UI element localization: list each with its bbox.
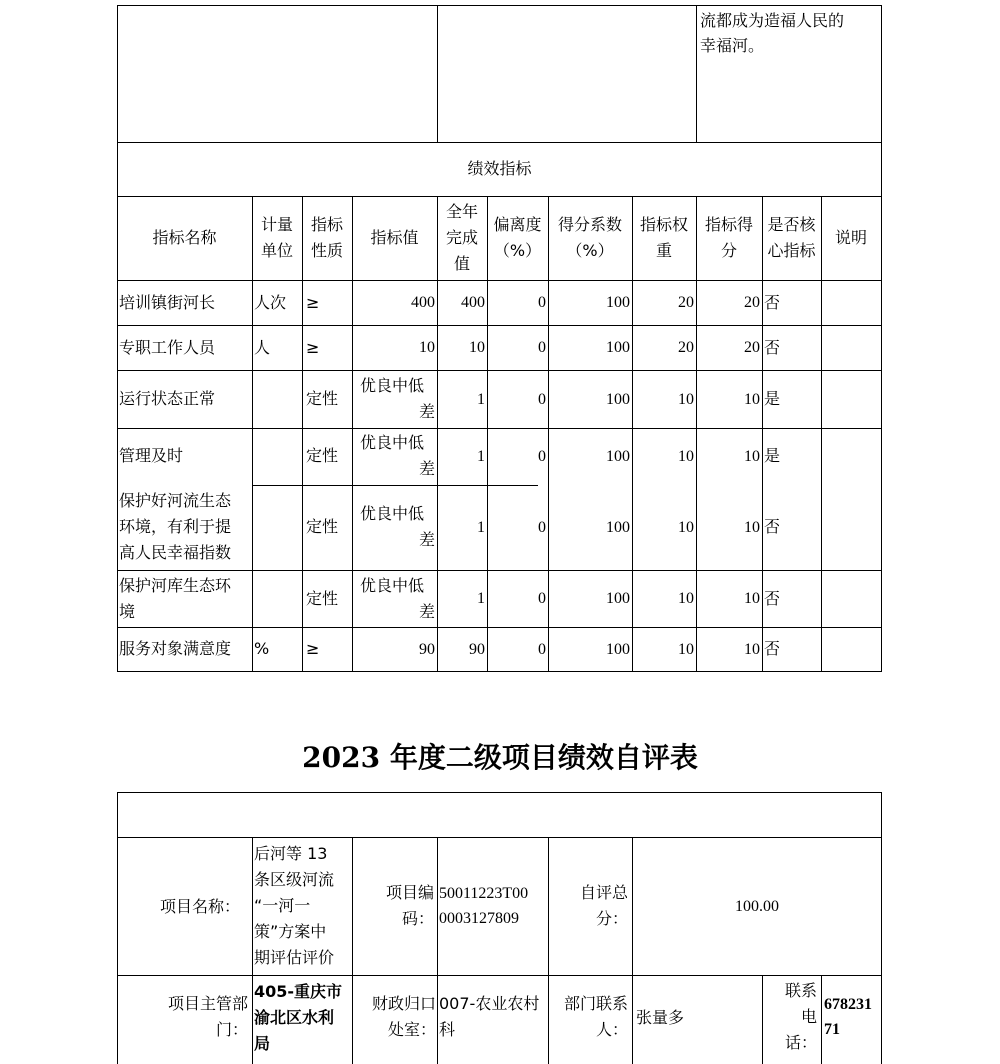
row-annual: 1 bbox=[477, 590, 485, 607]
row-name: 运行状态正常 bbox=[119, 389, 216, 408]
dept-value-3: 局 bbox=[254, 1034, 271, 1053]
row-score: 10 bbox=[744, 519, 760, 536]
col-header-weight-2: 重 bbox=[655, 241, 672, 260]
row-coef: 100 bbox=[606, 294, 630, 311]
row-name-line3: 高人民幸福指数 bbox=[119, 543, 232, 562]
row-core: 是 bbox=[764, 446, 781, 465]
col-header-score-1: 指标得 bbox=[704, 215, 753, 234]
contact-label-2: 人： bbox=[595, 1020, 628, 1039]
row-name: 专职工作人员 bbox=[119, 338, 216, 357]
row-core: 是 bbox=[764, 389, 781, 408]
row-weight: 10 bbox=[678, 391, 694, 408]
row-coef: 100 bbox=[606, 391, 630, 408]
row-score: 10 bbox=[744, 641, 760, 658]
row-deviation: 0 bbox=[538, 641, 546, 658]
row-deviation: 0 bbox=[538, 590, 546, 607]
row-nature: 定性 bbox=[306, 446, 339, 465]
row-unit: 人次 bbox=[254, 293, 287, 312]
row-core: 否 bbox=[764, 589, 781, 608]
row-annual: 1 bbox=[477, 391, 485, 408]
continuation-text-line1: 流都成为造福人民的 bbox=[700, 11, 845, 30]
col-header-nature-1: 指标 bbox=[310, 215, 343, 234]
page-title: 2023 年度二级项目绩效自评表 bbox=[302, 741, 698, 774]
col-header-score-2: 分 bbox=[720, 241, 737, 260]
col-header-coef-2: （%） bbox=[566, 241, 614, 260]
row-nature: 定性 bbox=[306, 589, 339, 608]
dept-label-2: 门： bbox=[215, 1020, 248, 1039]
finance-label-2: 处室： bbox=[387, 1020, 436, 1039]
row-deviation: 0 bbox=[538, 294, 546, 311]
project-code-value-2: 0003127809 bbox=[439, 910, 519, 927]
col-header-nature-2: 性质 bbox=[310, 241, 343, 260]
finance-value-2: 科 bbox=[439, 1020, 456, 1039]
col-header-coef-1: 得分系数 bbox=[557, 215, 622, 234]
row-weight: 10 bbox=[678, 519, 694, 536]
row-unit: 人 bbox=[254, 338, 271, 357]
dept-value-1: 405-重庆市 bbox=[254, 982, 343, 1001]
project-name-label: 项目名称： bbox=[159, 897, 240, 916]
row-unit: % bbox=[254, 639, 270, 658]
row-nature: 定性 bbox=[306, 517, 339, 536]
row-name-line2: 环境，有利于提 bbox=[119, 517, 232, 536]
row-deviation: 0 bbox=[538, 339, 546, 356]
row-coef: 100 bbox=[606, 519, 630, 536]
row-core: 否 bbox=[764, 639, 781, 658]
project-code-label-1: 项目编 bbox=[385, 883, 434, 902]
dept-value-2: 渝北区水利 bbox=[254, 1008, 335, 1027]
row-deviation: 0 bbox=[538, 519, 546, 536]
col-header-annual-3: 值 bbox=[453, 254, 470, 273]
row-coef: 100 bbox=[606, 448, 630, 465]
row-weight: 20 bbox=[678, 294, 694, 311]
self-score-label-2: 分： bbox=[595, 909, 628, 928]
row-core: 否 bbox=[764, 517, 781, 536]
project-name-value-2: 条区级河流 bbox=[254, 870, 335, 889]
row-score: 10 bbox=[744, 391, 760, 408]
row-value: 10 bbox=[419, 339, 435, 356]
row-value-line1: 优良中低 bbox=[360, 576, 425, 595]
row-deviation: 0 bbox=[538, 391, 546, 408]
col-header-annual-2: 完成 bbox=[445, 228, 478, 247]
row-value-line1: 优良中低 bbox=[360, 504, 425, 523]
self-score-value: 100.00 bbox=[735, 898, 779, 915]
row-coef: 100 bbox=[606, 339, 630, 356]
row-coef: 100 bbox=[606, 590, 630, 607]
row-annual: 90 bbox=[469, 641, 485, 658]
dept-label-1: 项目主管部 bbox=[167, 994, 248, 1013]
row-value-line2: 差 bbox=[418, 602, 435, 621]
row-value-line1: 优良中低 bbox=[360, 376, 425, 395]
row-weight: 10 bbox=[678, 448, 694, 465]
project-name-value-5: 期评估评价 bbox=[254, 948, 335, 967]
phone-value-1: 678231 bbox=[824, 996, 872, 1013]
contact-value: 张量多 bbox=[636, 1008, 685, 1027]
row-name: 服务对象满意度 bbox=[119, 639, 232, 658]
row-core: 否 bbox=[764, 293, 781, 312]
row-value-line1: 优良中低 bbox=[360, 433, 425, 452]
row-deviation: 0 bbox=[538, 448, 546, 465]
row-coef: 100 bbox=[606, 641, 630, 658]
col-header-core-2: 心指标 bbox=[767, 241, 816, 260]
row-name: 管理及时 bbox=[119, 446, 184, 465]
col-header-annual-1: 全年 bbox=[445, 202, 478, 221]
project-code-value-1: 50011223T00 bbox=[439, 885, 529, 902]
row-score: 10 bbox=[744, 590, 760, 607]
col-header-name: 指标名称 bbox=[152, 228, 217, 247]
row-core: 否 bbox=[764, 338, 781, 357]
project-name-value-3: “一河一 bbox=[254, 896, 311, 915]
row-annual: 400 bbox=[461, 294, 485, 311]
col-header-weight-1: 指标权 bbox=[639, 215, 688, 234]
row-nature: ≥ bbox=[306, 639, 320, 658]
project-name-value-4: 策”方案中 bbox=[254, 922, 327, 941]
row-score: 20 bbox=[744, 339, 760, 356]
row-weight: 10 bbox=[678, 641, 694, 658]
col-header-unit-2: 单位 bbox=[260, 241, 293, 260]
row-name-line1: 保护好河流生态 bbox=[119, 491, 232, 510]
phone-label-1: 联系 bbox=[784, 981, 817, 1000]
row-score: 20 bbox=[744, 294, 760, 311]
row-nature: ≥ bbox=[306, 338, 320, 357]
finance-value-1: 007-农业农村 bbox=[439, 994, 540, 1013]
row-name: 培训镇街河长 bbox=[119, 293, 216, 312]
row-value: 400 bbox=[411, 294, 435, 311]
row-annual: 1 bbox=[477, 448, 485, 465]
col-header-note: 说明 bbox=[834, 228, 867, 247]
row-value-line2: 差 bbox=[418, 459, 435, 478]
col-header-deviation-1: 偏离度 bbox=[493, 215, 542, 234]
col-header-core-1: 是否核 bbox=[767, 215, 816, 234]
row-score: 10 bbox=[744, 448, 760, 465]
row-weight: 20 bbox=[678, 339, 694, 356]
phone-value-2: 71 bbox=[824, 1021, 840, 1038]
contact-label-1: 部门联系 bbox=[563, 994, 628, 1013]
row-value-line2: 差 bbox=[418, 402, 435, 421]
row-nature: ≥ bbox=[306, 293, 320, 312]
row-weight: 10 bbox=[678, 590, 694, 607]
project-code-label-2: 码： bbox=[401, 909, 434, 928]
row-nature: 定性 bbox=[306, 389, 339, 408]
row-value-line2: 差 bbox=[418, 530, 435, 549]
phone-label-3: 话： bbox=[784, 1033, 817, 1052]
continuation-text-line2: 幸福河。 bbox=[700, 36, 765, 55]
section-header: 绩效指标 bbox=[467, 159, 532, 178]
finance-label-1: 财政归口 bbox=[371, 994, 436, 1013]
project-name-value-1: 后河等 13 bbox=[254, 844, 328, 863]
self-score-label-1: 自评总 bbox=[579, 883, 628, 902]
row-name-line2: 境 bbox=[119, 602, 136, 621]
row-name-line1: 保护河库生态环 bbox=[119, 576, 232, 595]
col-header-value: 指标值 bbox=[370, 228, 419, 247]
col-header-deviation-2: （%） bbox=[493, 241, 542, 260]
phone-label-2: 电 bbox=[800, 1007, 817, 1026]
col-header-unit-1: 计量 bbox=[260, 215, 293, 234]
row-annual: 1 bbox=[477, 519, 485, 536]
row-annual: 10 bbox=[469, 339, 485, 356]
row-value: 90 bbox=[419, 641, 435, 658]
